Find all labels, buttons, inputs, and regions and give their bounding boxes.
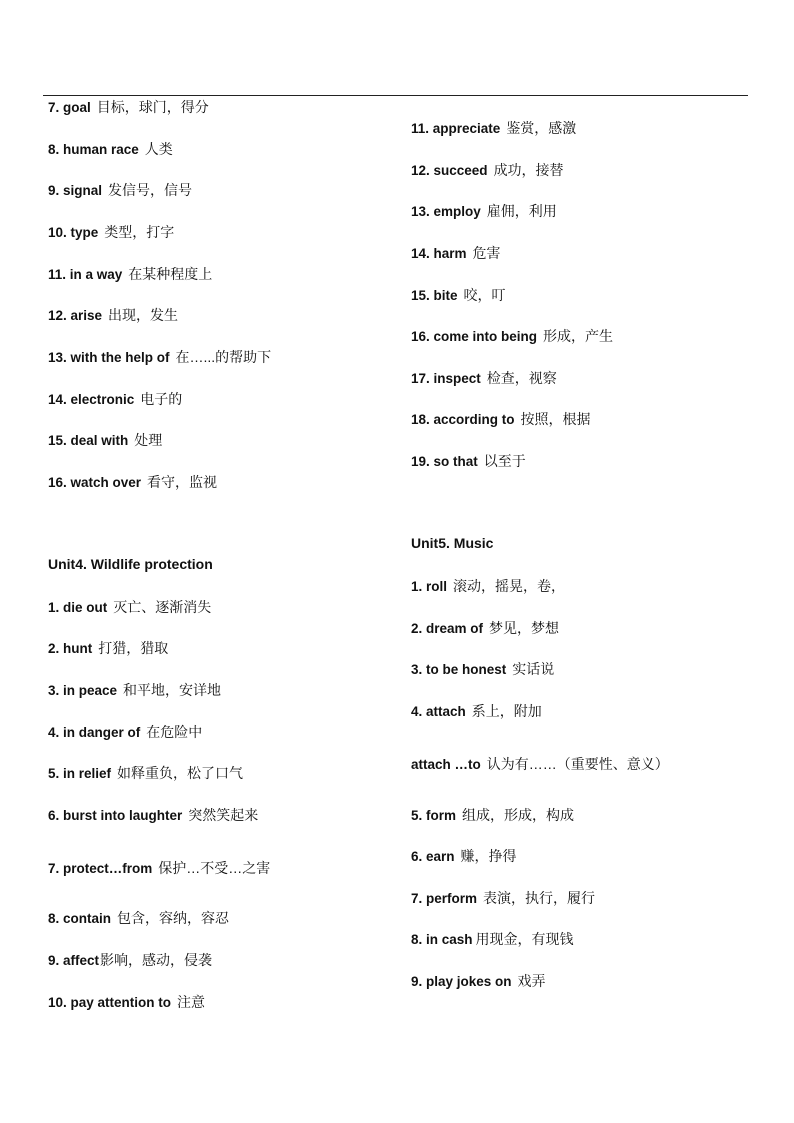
- vocab-item: 5. form 组成，形成，构成: [411, 807, 575, 823]
- vocab-item: attach …to 认为有……（重要性、意义）: [411, 756, 669, 772]
- vocab-item: 8. human race 人类: [48, 141, 173, 157]
- unit-heading: Unit5. Music: [411, 535, 494, 551]
- vocab-item: 6. earn 赚，挣得: [411, 848, 517, 864]
- vocab-item: 4. in danger of 在危险中: [48, 724, 203, 740]
- vocab-item: 14. harm 危害: [411, 245, 501, 261]
- vocab-item: 12. succeed 成功，接替: [411, 162, 564, 178]
- vocab-item: 17. inspect 检查，视察: [411, 370, 557, 386]
- vocab-item: 6. burst into laughter 突然笑起来: [48, 807, 259, 823]
- vocab-item: 11. appreciate 鉴赏，感激: [411, 120, 577, 136]
- vocab-item: 7. perform 表演，执行，履行: [411, 890, 596, 906]
- vocab-item: 1. die out 灭亡、逐渐消失: [48, 599, 212, 615]
- vocab-item: 18. according to 按照，根据: [411, 411, 591, 427]
- vocab-item: 16. come into being 形成，产生: [411, 328, 614, 344]
- vocab-item: 7. goal 目标，球门，得分: [48, 99, 209, 115]
- vocab-item: 9. signal 发信号，信号: [48, 182, 193, 198]
- vocab-item: 13. with the help of 在…...的帮助下: [48, 349, 272, 365]
- vocab-item: 14. electronic 电子的: [48, 391, 183, 407]
- vocab-item: 12. arise 出现，发生: [48, 307, 179, 323]
- vocab-item: 16. watch over 看守，监视: [48, 474, 218, 490]
- vocab-item: 2. hunt 打猎，猎取: [48, 640, 169, 656]
- vocab-item: 1. roll 滚动，摇晃，卷，: [411, 578, 566, 594]
- vocab-item: 9. play jokes on 戏弄: [411, 973, 546, 989]
- vocab-item: 15. deal with 处理: [48, 432, 163, 448]
- vocab-item: 9. affect影响，感动，侵袭: [48, 952, 213, 968]
- vocab-item: 8. in cash 用现金，有现钱: [411, 931, 574, 947]
- vocab-item: 8. contain 包含，容纳，容忍: [48, 910, 230, 926]
- vocab-item: 10. type 类型，打字: [48, 224, 175, 240]
- header-rule: [43, 95, 748, 96]
- vocab-item: 7. protect…from 保护…不受…之害: [48, 860, 271, 876]
- vocab-item: 13. employ 雇佣，利用: [411, 203, 557, 219]
- vocab-item: 3. in peace 和平地，安详地: [48, 682, 222, 698]
- unit-heading: Unit4. Wildlife protection: [48, 556, 213, 572]
- vocab-item: 10. pay attention to 注意: [48, 994, 206, 1010]
- vocab-item: 15. bite 咬，叮: [411, 287, 506, 303]
- vocab-item: 2. dream of 梦见，梦想: [411, 620, 560, 636]
- vocab-item: 5. in relief 如释重负，松了口气: [48, 765, 244, 781]
- vocab-item: 19. so that 以至于: [411, 453, 526, 469]
- vocab-item: 4. attach 系上，附加: [411, 703, 542, 719]
- vocab-item: 11. in a way 在某种程度上: [48, 266, 213, 282]
- vocab-item: 3. to be honest 实话说: [411, 661, 555, 677]
